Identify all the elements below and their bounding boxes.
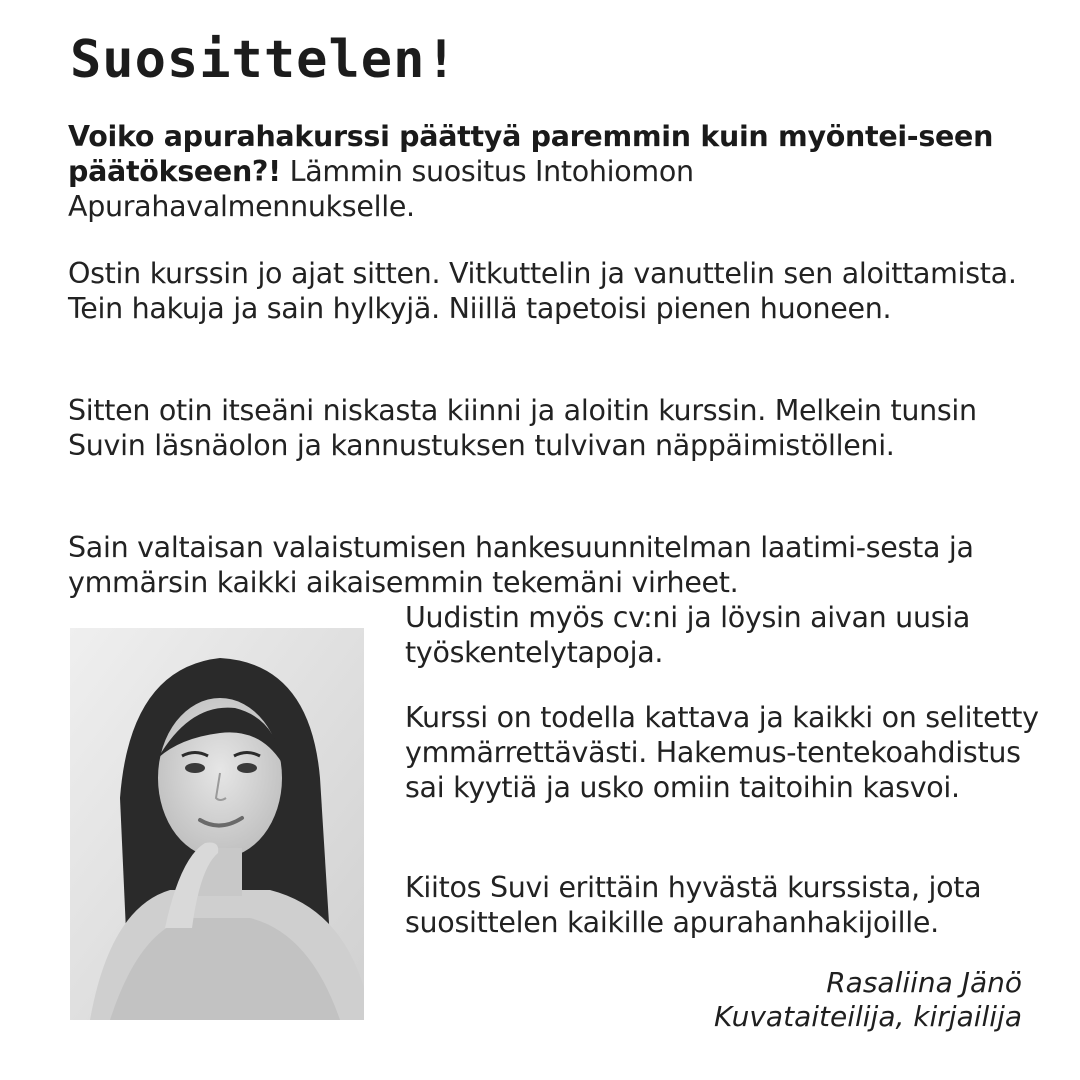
intro-paragraph — [68, 119, 1028, 224]
paragraph-course-quality: Kurssi on todella kattava ja kaikki on selitetty ymmärrettävästi. Hakemus-tentekoahdistus sai kyytiä ja usko omiin taitoihin kasvoi. — [405, 701, 1039, 804]
portrait-photo — [70, 628, 364, 1020]
intro-rest: Lämmin suositus Intohiomon Apurahavalmennukselle. — [68, 155, 694, 223]
paragraph-enlightenment: Sain valtaisan valaistumisen hankesuunnitelman laatimi-sesta ja ymmärsin kaikki aikaisemmin tekemäni virheet. — [68, 531, 974, 599]
paragraph-cv: Uudistin myös cv:ni ja löysin aivan uusia työskentelytapoja. — [405, 601, 971, 669]
signature-name: Rasaliina Jänö — [826, 966, 1022, 999]
paragraph-purchase: Ostin kurssin jo ajat sitten. Vitkuttelin ja vanuttelin sen aloittamista. Tein hakuja ja sain hylkyjä. Niillä tapetoisi pienen huoneen. — [68, 257, 1017, 325]
signature-block — [714, 966, 1022, 1034]
intro-lead: Voiko apurahakurssi päättyä paremmin kuin myöntei-seen päätökseen?! — [68, 120, 994, 188]
paragraph-start: Sitten otin itseäni niskasta kiinni ja aloitin kurssin. Melkein tunsin Suvin läsnäolon ja kannustuksen tulvivan näppäimistölleni. — [68, 394, 977, 462]
signature-role: Kuvataiteilija, kirjailija — [714, 1000, 1022, 1033]
paragraph-thanks: Kiitos Suvi erittäin hyvästä kurssista, jota suosittelen kaikille apurahanhakijoille. — [405, 871, 982, 939]
portrait-illustration — [70, 628, 364, 1020]
page-title: Suosittelen! — [70, 30, 458, 90]
